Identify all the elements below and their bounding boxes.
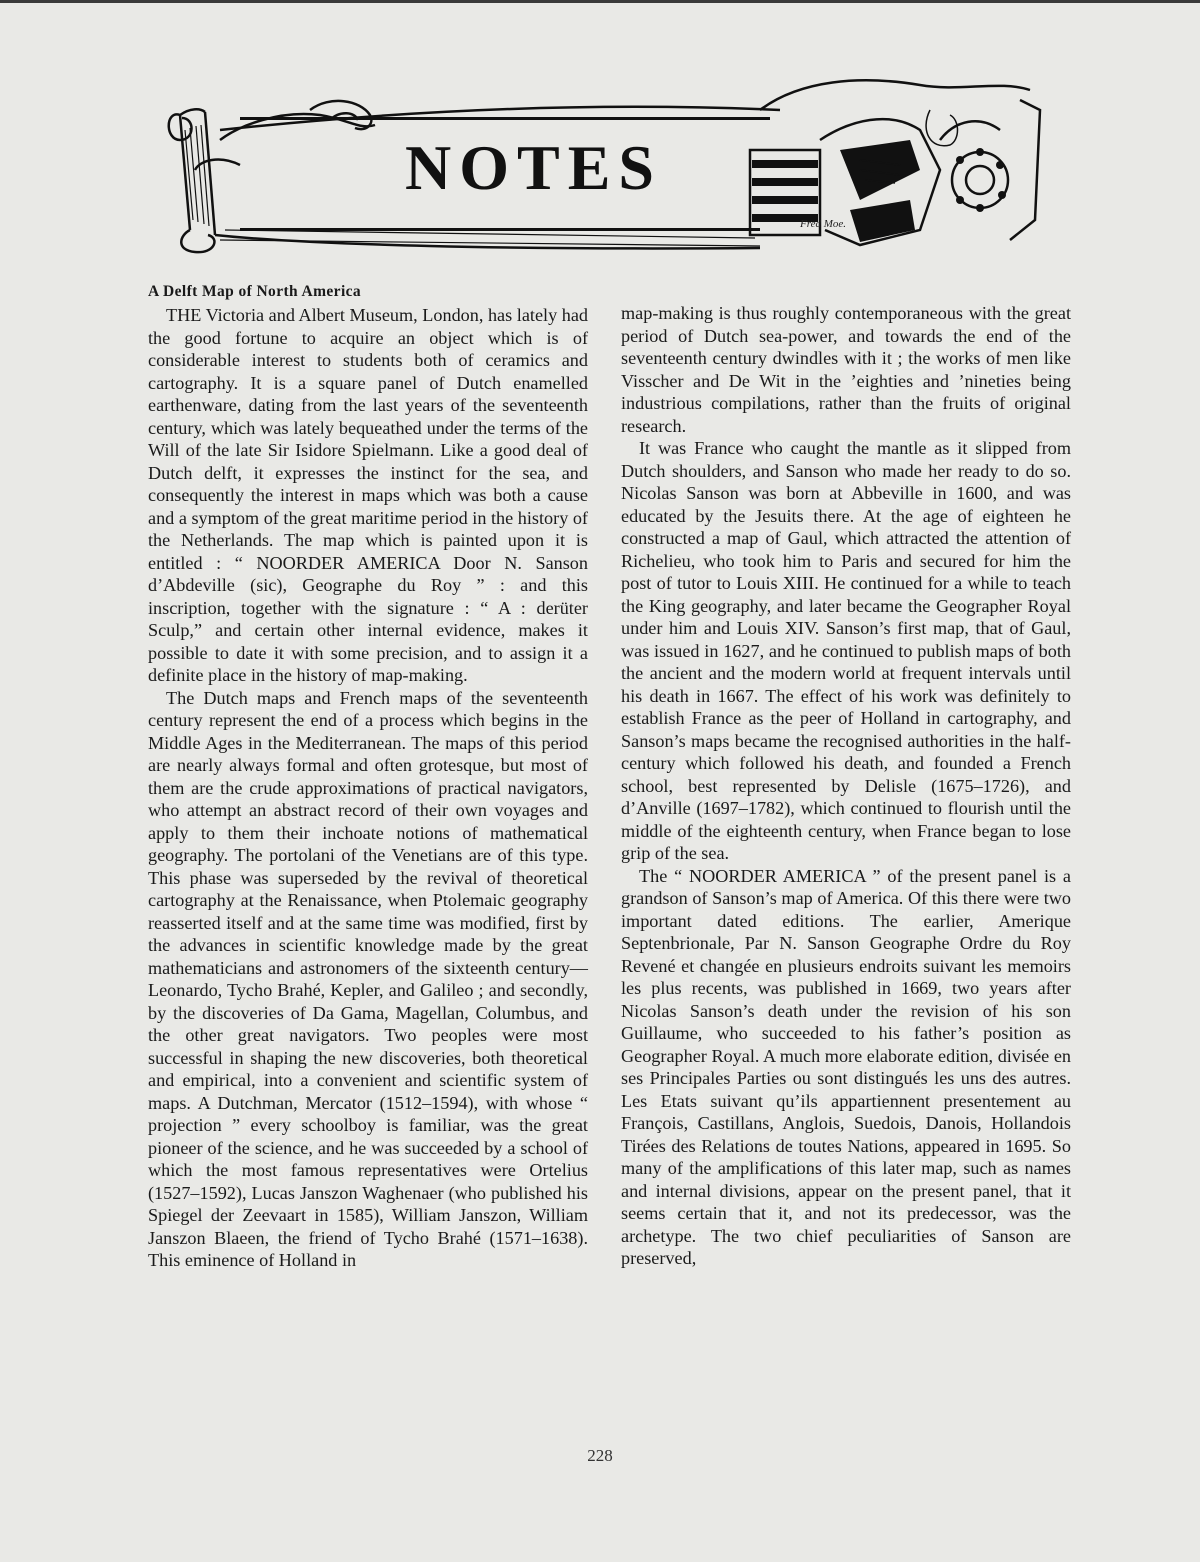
notes-title: NOTES [405,132,662,203]
paragraph: map-making is thus roughly contemporaneous with the great period of Dutch sea-power, and towards the end of the seventeenth century dwindles with it ; the works of men like Visscher and De Wit in the ’eighties and ’nineties being industrious compilations, rather than the fruits of original research. [621,303,1071,436]
paragraph: The “ NOORDER AMERICA ” of the present panel is a grandson of Sanson’s map of America. Of this there were two important dated editions. The earlier, Amerique Septenbrionale, Par N. Sanson Geographe Ordre du Roy Revené et changée en plusieurs endroits suivant les memoirs les plus recents, was published in 1669, two years after Nicolas Sanson’s death under the revision of his son Guillaume, who succeeded to his father’s position as Geographer Royal. A much more elaborate edition, divisée en ses Principales Parties ou sont distingués les uns des autres. Les Etats suivant qu’ils appartiennent presentement au François, Castillans, Anglois, Suedois, Danois, Hollandois Tirées des Relations de toutes Nations, appeared in 1695. So many of the amplifications of this later map, such as names and internal divisions, appear on the present panel, that it seems certain that it, and not its predecessor, was the archetype. The two chief peculiarities of Sanson are preserved, [621,865,1071,1268]
left-column [148,282,588,1272]
paragraph: THE Victoria and Albert Museum, London, has lately had the good fortune to acquire an object which is of considerable interest to students both of ceramics and cartography. It is a square panel of Dutch enamelled earthenware, dating from the last years of the seventeenth century, which was lately bequeathed under the terms of the Will of the late Sir Isidore Spielmann. Like a good deal of Dutch delft, it expresses the instinct for the sea, and consequently the interest in maps which was both a cause and a symptom of the great maritime period in the history of the Netherlands. The map which is painted upon it is entitled : “ NOORDER AMERICA Door N. Sanson d’Abdeville (sic), Geographe du Roy ” : and this inscription, together with the signature : “ A : derüter Sculp,” and certain other internal evidence, makes it possible to date it with some precision, and to assign it a definite place in the history of map-making. [148,305,588,685]
article-title: A Delft Map of North America [148,283,362,300]
top-rule [0,0,1200,3]
paragraph: The Dutch maps and French maps of the seventeenth century represent the end of a process which begins in the Middle Ages in the Mediterranean. The maps of this period are nearly always formal and often grotesque, but most of them are the crude approximations of practical navigators, who attempt an abstract record of their own voyages and apply to them their inchoate notions of mathematical geography. The portolani of the Venetians are of this type. This phase was superseded by the revival of theoretical cartography at the Renaissance, when Ptolemaic geography reasserted itself and at the same time was modified, first by the advances in scientific knowledge made by the great mathematicians and astronomers of the sixteenth century—Leonardo, Tycho Brahé, Kepler, and Galileo ; and secondly, by the discoveries of Da Gama, Magellan, Columbus, and the other great navigators. Two peoples were most successful in shaping the new discoveries, both theoretical and empirical, into a convenient and scientific system of maps. A Dutchman, Mercator (1512–1594), with whose “ projection ” every schoolboy is familiar, was the great pioneer of the science, and he was succeeded by a school of which the most famous representatives were Ortelius (1527–1592), Lucas Janszon Waghenaer (who published his Spiegel der Zeevaart in 1585), William Janszon, William Janszon Blaeen, the friend of Tycho Brahé (1571–1638). This eminence of Holland in [148,687,588,1270]
page-number: 228 [587,1446,613,1465]
right-column [621,302,1071,1270]
paragraph: It was France who caught the mantle as it slipped from Dutch shoulders, and Sanson who made her ready to do so. Nicolas Sanson was born at Abbeville in 1600, and was educated by the Jesuits there. At the age of eighteen he constructed a map of Gaul, which attracted the attention of Richelieu, who took him to Paris and secured for him the post of tutor to Louis XIII. He continued for a while to teach the King geography, and later became the Geographer Royal under him and Louis XIV. Sanson’s first map, that of Gaul, was issued in 1627, and he continued to publish maps of both the ancient and the modern world at frequent intervals until his death in 1667. The effect of his work was definitely to establish France as the peer of Holland in cartography, and Sanson’s maps became the recognised authorities in the half-century which followed his death, and founded a French school, best represented by Delisle (1675–1726), and d’Anville (1697–1782), which continued to flourish until the middle of the eighteenth century, when France began to lose grip of the sea. [621,438,1071,863]
notes-header-banner [160,70,1050,260]
illustrator-signature: Fred Moe. [800,218,847,230]
